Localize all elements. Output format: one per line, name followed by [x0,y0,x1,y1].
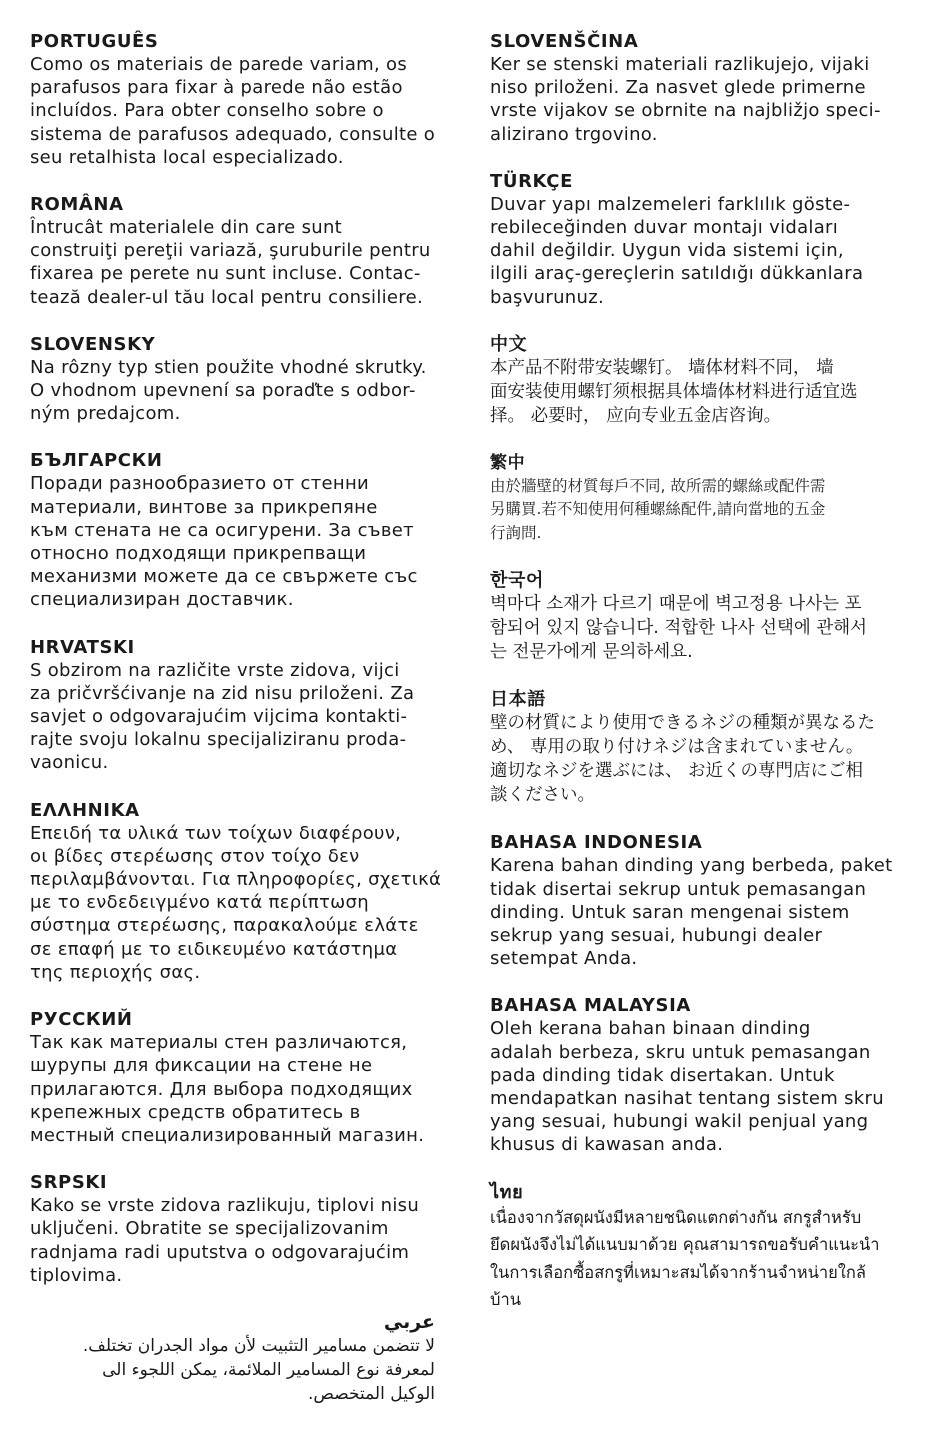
section-text: Karena bahan dinding yang berbeda, paket tidak disertai sekrup untuk pemasangan dinding. Untuk saran mengenai sistem sekrup yang sesuai, hubungi dealer setempat Anda. [490,855,893,970]
section-text: Kako se vrste zidova razlikuju, tiplovi nisu uključeni. Obratite se specijalizovanim radnjama radi uputstva o odgovarajućim tiplovima. [30,1195,420,1286]
section-heading: SRPSKI [30,1172,108,1194]
left-column [30,30,470,1430]
section-russian [30,1008,470,1147]
section-text: 由於牆壁的材質每戶不同, 故所需的螺絲或配件需 另購買.若不知使用何種螺絲配件,請向當地的五金 行詢問. [490,476,826,542]
section-text: 本产品不附带安装螺钉。 墙体材料不同， 墙 面安装使用螺钉须根据具体墙体材料进行适宜选 择。 必要时， 应向专业五金店咨询。 [490,357,858,426]
section-text: Oleh kerana bahan binaan dinding adalah berbeza, skru untuk pemasangan pada dinding tidak disertakan. Untuk mendapatkan nasihat tentang sistem skru yang sesuai, hubungi wakil penjual yang khusus di kawasan anda. [490,1018,884,1156]
section-portugues [30,30,470,169]
section-heading: ΕΛΛΗΝΙΚΑ [30,799,140,821]
right-column [490,30,930,1338]
section-romana [30,193,470,309]
section-turkce [490,170,930,309]
section-heading: TÜRKÇE [490,170,574,192]
section-text: Na rôzny typ stien použite vhodné skrutky. O vhodnom upevnení sa poraďte s odbor- ným predajcom. [30,356,427,425]
section-korean [490,569,930,664]
section-heading: 中文 [490,333,528,355]
section-srpski [30,1171,470,1287]
section-heading: SLOVENSKY [30,333,156,355]
section-bulgarian [30,449,470,611]
section-heading: BAHASA MALAYSIA [490,995,691,1017]
section-heading: 日本語 [490,689,546,711]
section-heading: 한국어 [490,570,544,592]
section-thai [490,1181,930,1314]
section-heading: PORTUGUÊS [30,31,159,52]
section-slovensky [30,333,470,426]
section-bahasa-malaysia [490,994,930,1156]
section-heading: 繁中 [490,452,526,473]
section-text: Ker se stenski materiali razlikujejo, vijaki niso priloženi. Za nasvet glede primerne vrste vijakov se obrnite na najbližjo speci- alizirano trgovino. [490,54,881,145]
section-text: เนื่องจากวัสดุผนังมีหลายชนิดแตกต่างกัน สกรูสำหรับ ยึดผนังจึงไม่ได้แนบมาด้วย คุณสามารถขอรับคำแนะนำ ในการเลือกซื้อสกรูที่เหมาะสมได้จากร้านจำหน่ายใกล้ บ้าน [490,1207,880,1310]
section-text: Duvar yapı malzemeleri farklılık göste- rebileceğinden duvar montajı vidaları dahil değildir. Uygun vida sistemi için, ilgili araç-gereçlerin satıldığı dükkanlara başvurunuz. [490,193,864,308]
section-heading: HRVATSKI [30,636,135,658]
section-slovenscina [490,30,930,146]
section-text: Como os materiais de parede variam, os parafusos para fixar à parede não estão incluídos. Para obter conselho sobre o sistema de parafusos adequado, consulte o seu retalhista local especializado. [30,54,436,168]
section-heading: ไทย [490,1181,524,1203]
section-text: 벽마다 소재가 다르기 때문에 벽고정용 나사는 포 함되어 있지 않습니다. 적합한 나사 선택에 관해서 는 전문가에게 문의하세요. [490,594,868,663]
section-text: لا تتضمن مسامير التثبيت لأن مواد الجدران تختلف. لمعرفة نوع المسامير الملائمة، يمكن اللجوء الى الوكيل المتخصص. [82,1335,435,1404]
section-text: S obzirom na različite vrste zidova, vijci za pričvršćivanje na zid nisu priloženi. Za savjet o odgovarajućim vijcima kontakti- rajte svoju lokalnu specijaliziranu proda- vaonicu. [30,659,415,774]
section-text: Так как материалы стен различаются, шурупы для фиксации на стене не прилагаются. Для выбора подходящих крепежных средств обратитесь в местный специализированный магазин. [30,1032,425,1146]
section-bahasa-indonesia [490,831,930,970]
section-text: Поради разнообразието от стенни материали, винтове за прикрепяне към стената не са осигурени. За съвет относно подходящи прикрепващи механизми можете да се свържете със специализиран доставчик. [30,473,418,611]
section-heading: РУССКИЙ [30,1009,133,1031]
section-text: 壁の材質により使用できるネジの種類が異なるた め、 専用の取り付けネジは含まれていません。 適切なネジを選ぶには、 お近くの専門店にご相 談ください。 [490,713,875,806]
section-japanese [490,688,930,807]
section-chinese-traditional [490,452,930,546]
section-heading: SLOVENŠČINA [490,31,639,52]
section-hrvatski [30,636,470,775]
section-heading: БЪЛГАРСКИ [30,450,163,472]
section-text: Întrucât materialele din care sunt construiţi pereţii variază, şuruburile pentru fixarea pe perete nu sunt incluse. Contac- tează dealer-ul tău local pentru consiliere. [30,217,431,308]
section-arabic [30,1311,435,1406]
section-heading: BAHASA INDONESIA [490,832,703,854]
section-text: Επειδή τα υλικά των τοίχων διαφέρουν, οι βίδες στερέωσης στον τοίχο δεν περιλαμβάνονται. Για πληροφορίες, σχετικά με το ενδεδειγμένο κατά περίπτωση σύστημα στερέωσης, παρακαλούμε ελάτε σε επαφή με το ειδικευμένο κατάστημα της περιοχής σας. [30,822,442,983]
section-heading: عربي [383,1310,435,1333]
section-heading: ROMÂNA [30,194,124,216]
section-chinese-simplified [490,333,930,428]
section-greek [30,799,470,984]
